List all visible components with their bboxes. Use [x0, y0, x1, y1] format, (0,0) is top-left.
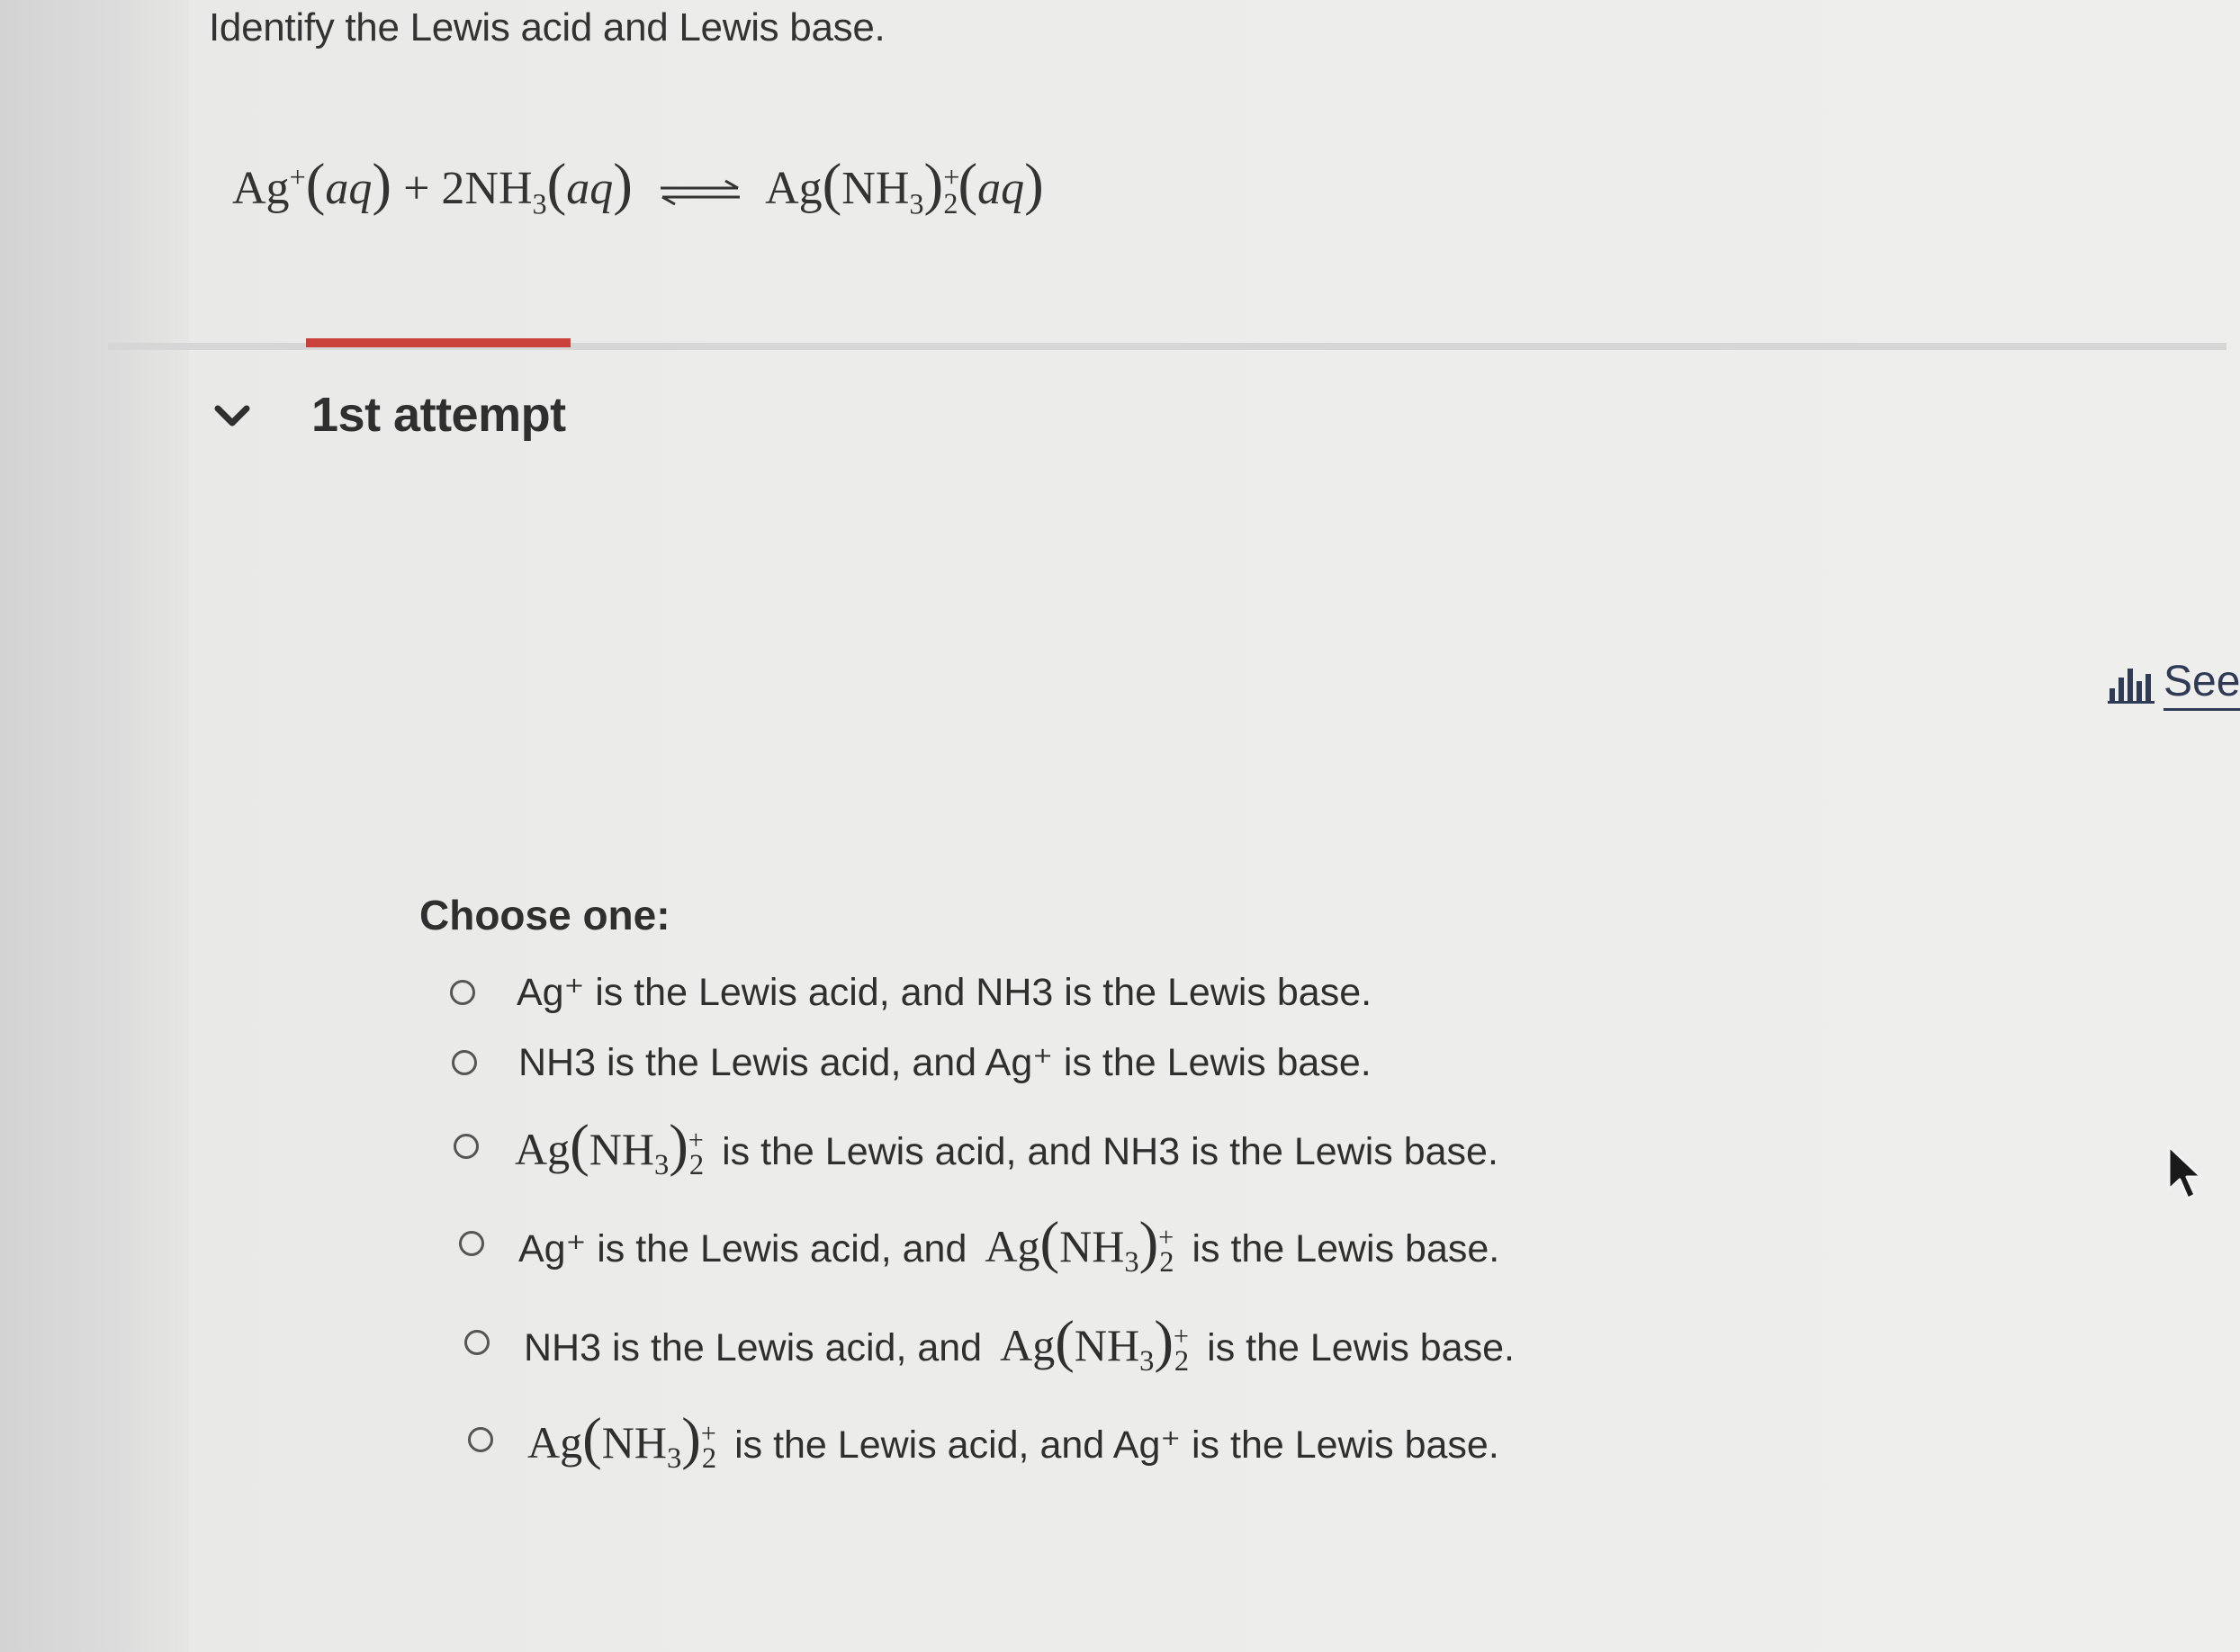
radio-icon[interactable]: [464, 1330, 490, 1355]
choice-option-1[interactable]: [450, 970, 1372, 1015]
eq-product-ligand-sub: 3: [909, 187, 924, 220]
choice-option-3[interactable]: [454, 1112, 1498, 1180]
complex-formula: $Ag(NH_3)^+_2$: [985, 1210, 1174, 1279]
choice-option-3-text: is the Lewis acid, and NH3 is the Lewis base.: [722, 1130, 1498, 1173]
choice-option-5[interactable]: [464, 1308, 1515, 1376]
choice-option-2[interactable]: [452, 1040, 1372, 1085]
eq-reactant2: NH: [464, 163, 533, 214]
eq-reactant1: Ag: [232, 163, 290, 214]
eq-reactant2-sub: 3: [532, 187, 547, 220]
radio-icon[interactable]: [459, 1231, 484, 1256]
choice-option-4[interactable]: [459, 1209, 1499, 1277]
complex-formula: $Ag(NH_3)^+_2$: [527, 1406, 717, 1475]
choice-option-2-text: NH3 is the Lewis acid, and Ag⁺ is the Lewis base.: [518, 1041, 1372, 1084]
complex-formula: $Ag(NH_3)^+_2$: [515, 1113, 705, 1181]
eq-product-sub: 2: [943, 187, 958, 220]
left-margin-shade: [0, 0, 189, 1652]
active-tab-underline: [306, 338, 571, 347]
reaction-equation: $Ag^+(aq) + 2NH_3(aq)$ $Ag(NH_3)^+_2(aq)$: [232, 152, 1044, 220]
see-link[interactable]: [2108, 657, 2240, 711]
eq-reactant2-state: aq: [566, 163, 614, 214]
eq-product-state: aq: [977, 163, 1025, 214]
eq-product-ligand: NH: [841, 163, 910, 214]
choice-option-5-text-b: is the Lewis base.: [1207, 1326, 1515, 1369]
radio-icon[interactable]: [454, 1134, 479, 1159]
equilibrium-arrow-icon: [657, 179, 743, 206]
choice-option-4-text-b: is the Lewis base.: [1192, 1227, 1500, 1270]
radio-icon[interactable]: [452, 1050, 477, 1075]
choice-option-4-text-a: Ag⁺ is the Lewis acid, and: [518, 1227, 967, 1270]
see-link-label: See: [2164, 657, 2240, 711]
mouse-cursor-icon: [2165, 1145, 2209, 1204]
choice-option-6-text: is the Lewis acid, and Ag⁺ is the Lewis base.: [734, 1423, 1499, 1467]
choose-one-heading: Choose one:: [419, 892, 670, 938]
eq-product-metal: Ag: [765, 163, 823, 214]
radio-icon[interactable]: [450, 980, 475, 1005]
eq-reactant1-charge: +: [289, 160, 306, 193]
choice-option-6[interactable]: [468, 1405, 1499, 1473]
chevron-down-icon[interactable]: [212, 403, 252, 430]
question-prompt: Identify the Lewis acid and Lewis base.: [209, 5, 886, 49]
radio-icon[interactable]: [468, 1427, 493, 1452]
eq-product-charge: +: [943, 160, 960, 193]
complex-formula: $Ag(NH_3)^+_2$: [1000, 1309, 1190, 1378]
choice-option-5-text-a: NH3 is the Lewis acid, and: [524, 1326, 983, 1369]
eq-reactant1-state: aq: [325, 163, 373, 214]
attempt-header[interactable]: 1st attempt: [311, 388, 566, 442]
choice-option-1-text: Ag⁺ is the Lewis acid, and NH3 is the Lewis base.: [517, 971, 1372, 1014]
eq-plus: +: [403, 163, 430, 214]
bar-chart-icon: [2108, 663, 2155, 705]
eq-reactant2-coeff: 2: [441, 163, 465, 214]
